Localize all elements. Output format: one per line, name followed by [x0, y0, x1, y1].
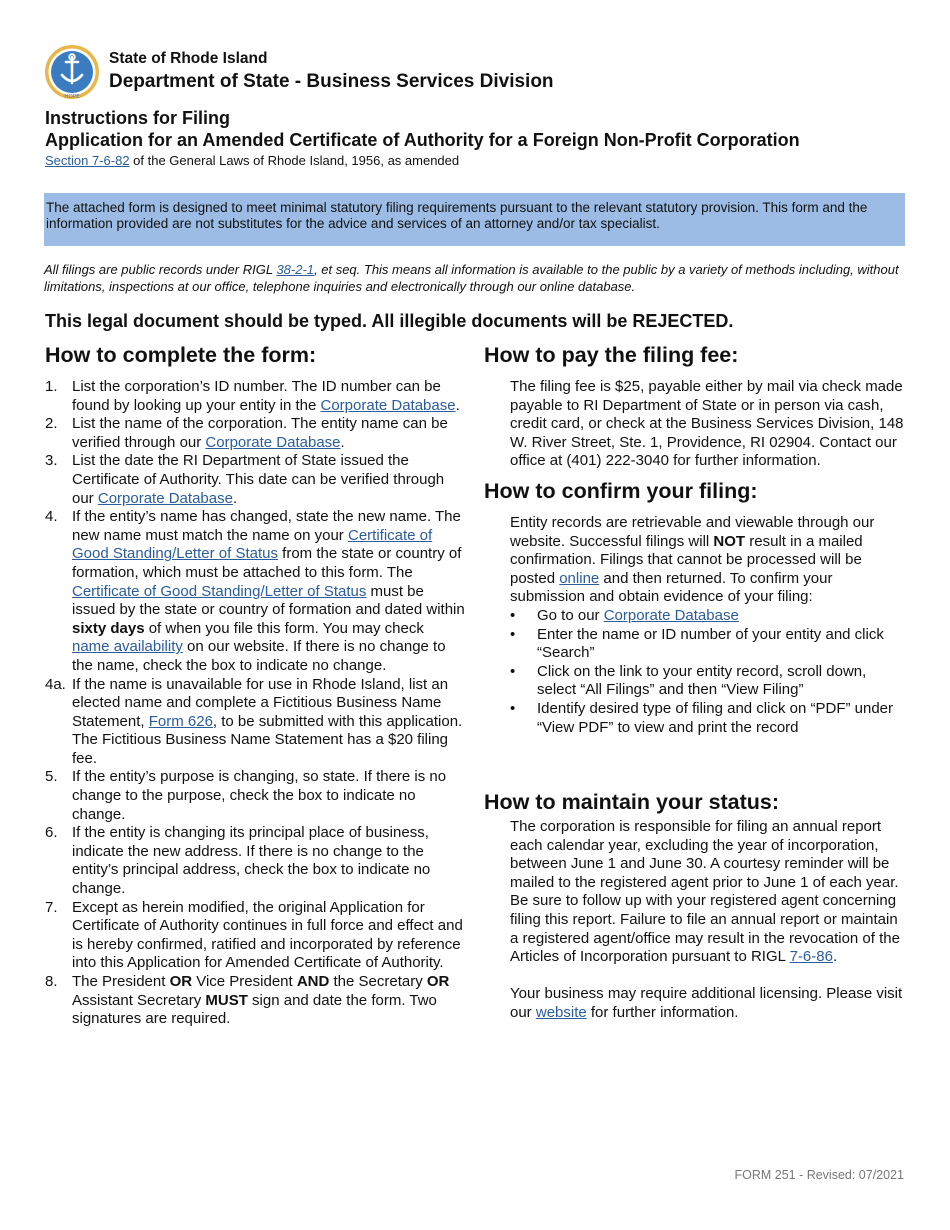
- statute-reference: [45, 153, 459, 168]
- item-text: .: [340, 433, 345, 451]
- corporate-database-link[interactable]: Corporate Database: [205, 433, 341, 451]
- notice-text: All filings are public records under RIGL: [44, 262, 277, 277]
- item-text: If the name is unavailable for use in Rhode Island, list an elected name and complete a Fictitious Business Name Statement,: [72, 675, 449, 730]
- list-item: [45, 973, 465, 1029]
- document-title: Application for an Amended Certificate of Authority for a Foreign Non-Profit Corporation: [45, 130, 800, 150]
- item-text: the Secretary: [329, 973, 427, 990]
- item-text: .: [232, 489, 238, 507]
- item-text: List the corporation’s ID number. The ID number can be found by looking up your entity in the: [72, 378, 441, 414]
- emphasis-text: OR: [169, 973, 193, 990]
- item-text: The President: [72, 973, 170, 990]
- maintain-status-heading: How to maintain your status:: [484, 790, 780, 815]
- name-availability-link[interactable]: name availability: [72, 638, 183, 656]
- item-text: , to be submitted with this application. The Fictitious Business Name Statement has a $20 filing fee.: [72, 712, 463, 767]
- form-626-link[interactable]: Form 626: [148, 712, 213, 730]
- licensing-text: [484, 985, 906, 1022]
- item-number: 7.: [45, 898, 58, 916]
- emphasis-text: MUST: [205, 991, 248, 1009]
- disclaimer-banner: The attached form is designed to meet minimal statutory filing requirements pursuant to the relevant statutory provision. This form and the information provided are not substitutes for the advice and services of an attorney and/or tax specialist.: [44, 193, 905, 246]
- item-text: sign and date the form. Two signatures are required.: [72, 991, 437, 1028]
- item-text: from the state or country of formation, which must be attached to this form. The: [72, 545, 462, 581]
- item-number: 4.: [45, 508, 58, 526]
- item-text: List the date the RI Department of State issued the Certificate of Authority. This date can be verified through our: [72, 452, 445, 507]
- paragraph-text: Your business may require additional licensing. Please visit our: [510, 985, 903, 1022]
- confirm-filing-text: [484, 514, 906, 607]
- seal-text: HOPE: [64, 94, 80, 100]
- list-item: • Identify desired type of filing and click on “PDF” under “View PDF” to view and print the record: [510, 700, 906, 737]
- complete-form-heading: How to complete the form:: [45, 343, 317, 367]
- item-number: 3.: [45, 452, 58, 470]
- typed-warning: This legal document should be typed. All illegible documents will be REJECTED.: [45, 311, 734, 331]
- pay-fee-text: The filing fee is $25, payable either by mail via check made payable to RI Department of State or in person via cash, credit card, or check at the Business Services Division, 148 W. River Street, Ste. 1, Providence, RI 02904. Contact our office at (401) 222-3040 for further information.: [510, 378, 904, 470]
- list-item: [45, 899, 465, 973]
- rigl-7-6-86-link[interactable]: 7-6-86: [789, 948, 833, 966]
- item-number: 6.: [45, 824, 58, 842]
- item-number: 1.: [45, 378, 58, 395]
- website-link[interactable]: website: [535, 1004, 587, 1022]
- certificate-of-good-standing-link[interactable]: Certificate of Good Standing/Letter of Status: [72, 526, 433, 563]
- emphasis-text: sixty days: [72, 619, 145, 637]
- item-text: If the entity’s name has changed, state the new name. The new name must match the name on your: [72, 508, 461, 544]
- rigl-link[interactable]: 38-2-1: [276, 262, 315, 277]
- list-item: [45, 676, 465, 769]
- item-text: Vice President: [192, 973, 297, 990]
- list-item: [45, 452, 465, 508]
- paragraph-text: result in a mailed confirmation. Filings that cannot be processed will be posted: [510, 532, 863, 587]
- item-text: Assistant Secretary: [72, 991, 206, 1009]
- page-header: [44, 44, 904, 100]
- list-item: [45, 824, 465, 898]
- instruction-list: [45, 378, 465, 1029]
- right-column: [484, 342, 906, 1023]
- department-name: Department of State - Business Services Division: [109, 71, 554, 92]
- item-text: must be issued by the state or country of formation and dated within: [72, 582, 465, 619]
- item-text: Except as herein modified, the original Application for Certificate of Authority continues in full force and effect and is hereby confirmed, ratified and incorporated by reference into this Application for Amended Certificate of Authority.: [72, 898, 463, 972]
- pay-fee-heading: How to pay the filing fee:: [484, 343, 739, 367]
- state-name: State of Rhode Island: [109, 50, 268, 67]
- item-text: of when you file this form. You may check: [144, 619, 424, 637]
- corporate-database-link[interactable]: Corporate Database: [97, 489, 233, 507]
- public-records-notice: [44, 262, 906, 295]
- paragraph-text: and then returned. To confirm your submission and obtain evidence of your filing:: [510, 569, 833, 606]
- list-item: • Click on the link to your entity record, scroll down, select “All Filings” and then “View Filing”: [510, 663, 906, 700]
- notice-text: , et seq. This means all information is available to the public by a variety of methods including, without limitations, inspections at our office, telephone inquiries and electronically through our online database.: [44, 262, 899, 294]
- statute-text: of the General Laws of Rhode Island, 1956, as amended: [129, 153, 460, 168]
- item-number: 2.: [45, 415, 58, 433]
- paragraph-text: .: [832, 948, 838, 966]
- list-item: [45, 768, 465, 824]
- emphasis-text: AND: [296, 973, 330, 990]
- item-text: List the name of the corporation. The entity name can be verified through our: [72, 415, 448, 451]
- online-link[interactable]: online: [559, 569, 600, 587]
- paragraph-text: Entity records are retrievable and viewable through our website. Successful filings will: [510, 513, 875, 550]
- maintain-status-text: [484, 818, 906, 967]
- paragraph-text: The corporation is responsible for filing an annual report each calendar year, excluding the year of incorporation, between June 1 and June 30. A courtesy reminder will be mailed to the registered agent prior to June 1 of each year. Be sure to follow up with your registered agent concerning filing this report. Failure to file an annual report or maintain a registered agent/office may result in the revocation of the Articles of Incorporation pursuant to RIGL: [510, 818, 900, 966]
- rhode-island-seal-icon: [44, 44, 100, 100]
- emphasis-text: NOT: [713, 532, 746, 550]
- instructions-title: Instructions for Filing: [45, 108, 230, 128]
- list-item: [45, 415, 465, 452]
- certificate-of-good-standing-link[interactable]: Certificate of Good Standing/Letter of Status: [72, 582, 367, 600]
- list-item: • Enter the name or ID number of your entity and click “Search”: [510, 626, 906, 663]
- list-item: [45, 508, 465, 675]
- complete-form-section: [45, 342, 465, 1029]
- item-text: on our website. If there is no change to the name, check the box to indicate no change.: [72, 638, 446, 674]
- list-item: [510, 607, 906, 626]
- list-item: [45, 378, 465, 415]
- confirm-steps-list: [484, 607, 906, 737]
- item-text: .: [455, 396, 460, 414]
- corporate-database-link[interactable]: Corporate Database: [320, 396, 456, 414]
- statute-link[interactable]: Section 7-6-82: [45, 153, 130, 168]
- confirm-filing-heading: How to confirm your filing:: [484, 478, 758, 503]
- item-text: If the entity is changing its principal place of business, indicate the new address. If there is no change to the entity’s principal address, check the box to indicate no change.: [72, 824, 431, 898]
- item-text: Go to our: [537, 606, 604, 624]
- paragraph-text: for further information.: [586, 1004, 739, 1022]
- emphasis-text: OR: [426, 973, 450, 990]
- corporate-database-link[interactable]: Corporate Database: [603, 606, 739, 624]
- form-revision-footer: FORM 251 - Revised: 07/2021: [734, 1168, 904, 1182]
- item-number: 8.: [45, 973, 58, 990]
- item-number: 5.: [45, 768, 58, 786]
- item-number: 4a.: [45, 675, 66, 693]
- item-text: If the entity’s purpose is changing, so state. If there is no change to the purpose, check the box to indicate no change.: [72, 768, 447, 823]
